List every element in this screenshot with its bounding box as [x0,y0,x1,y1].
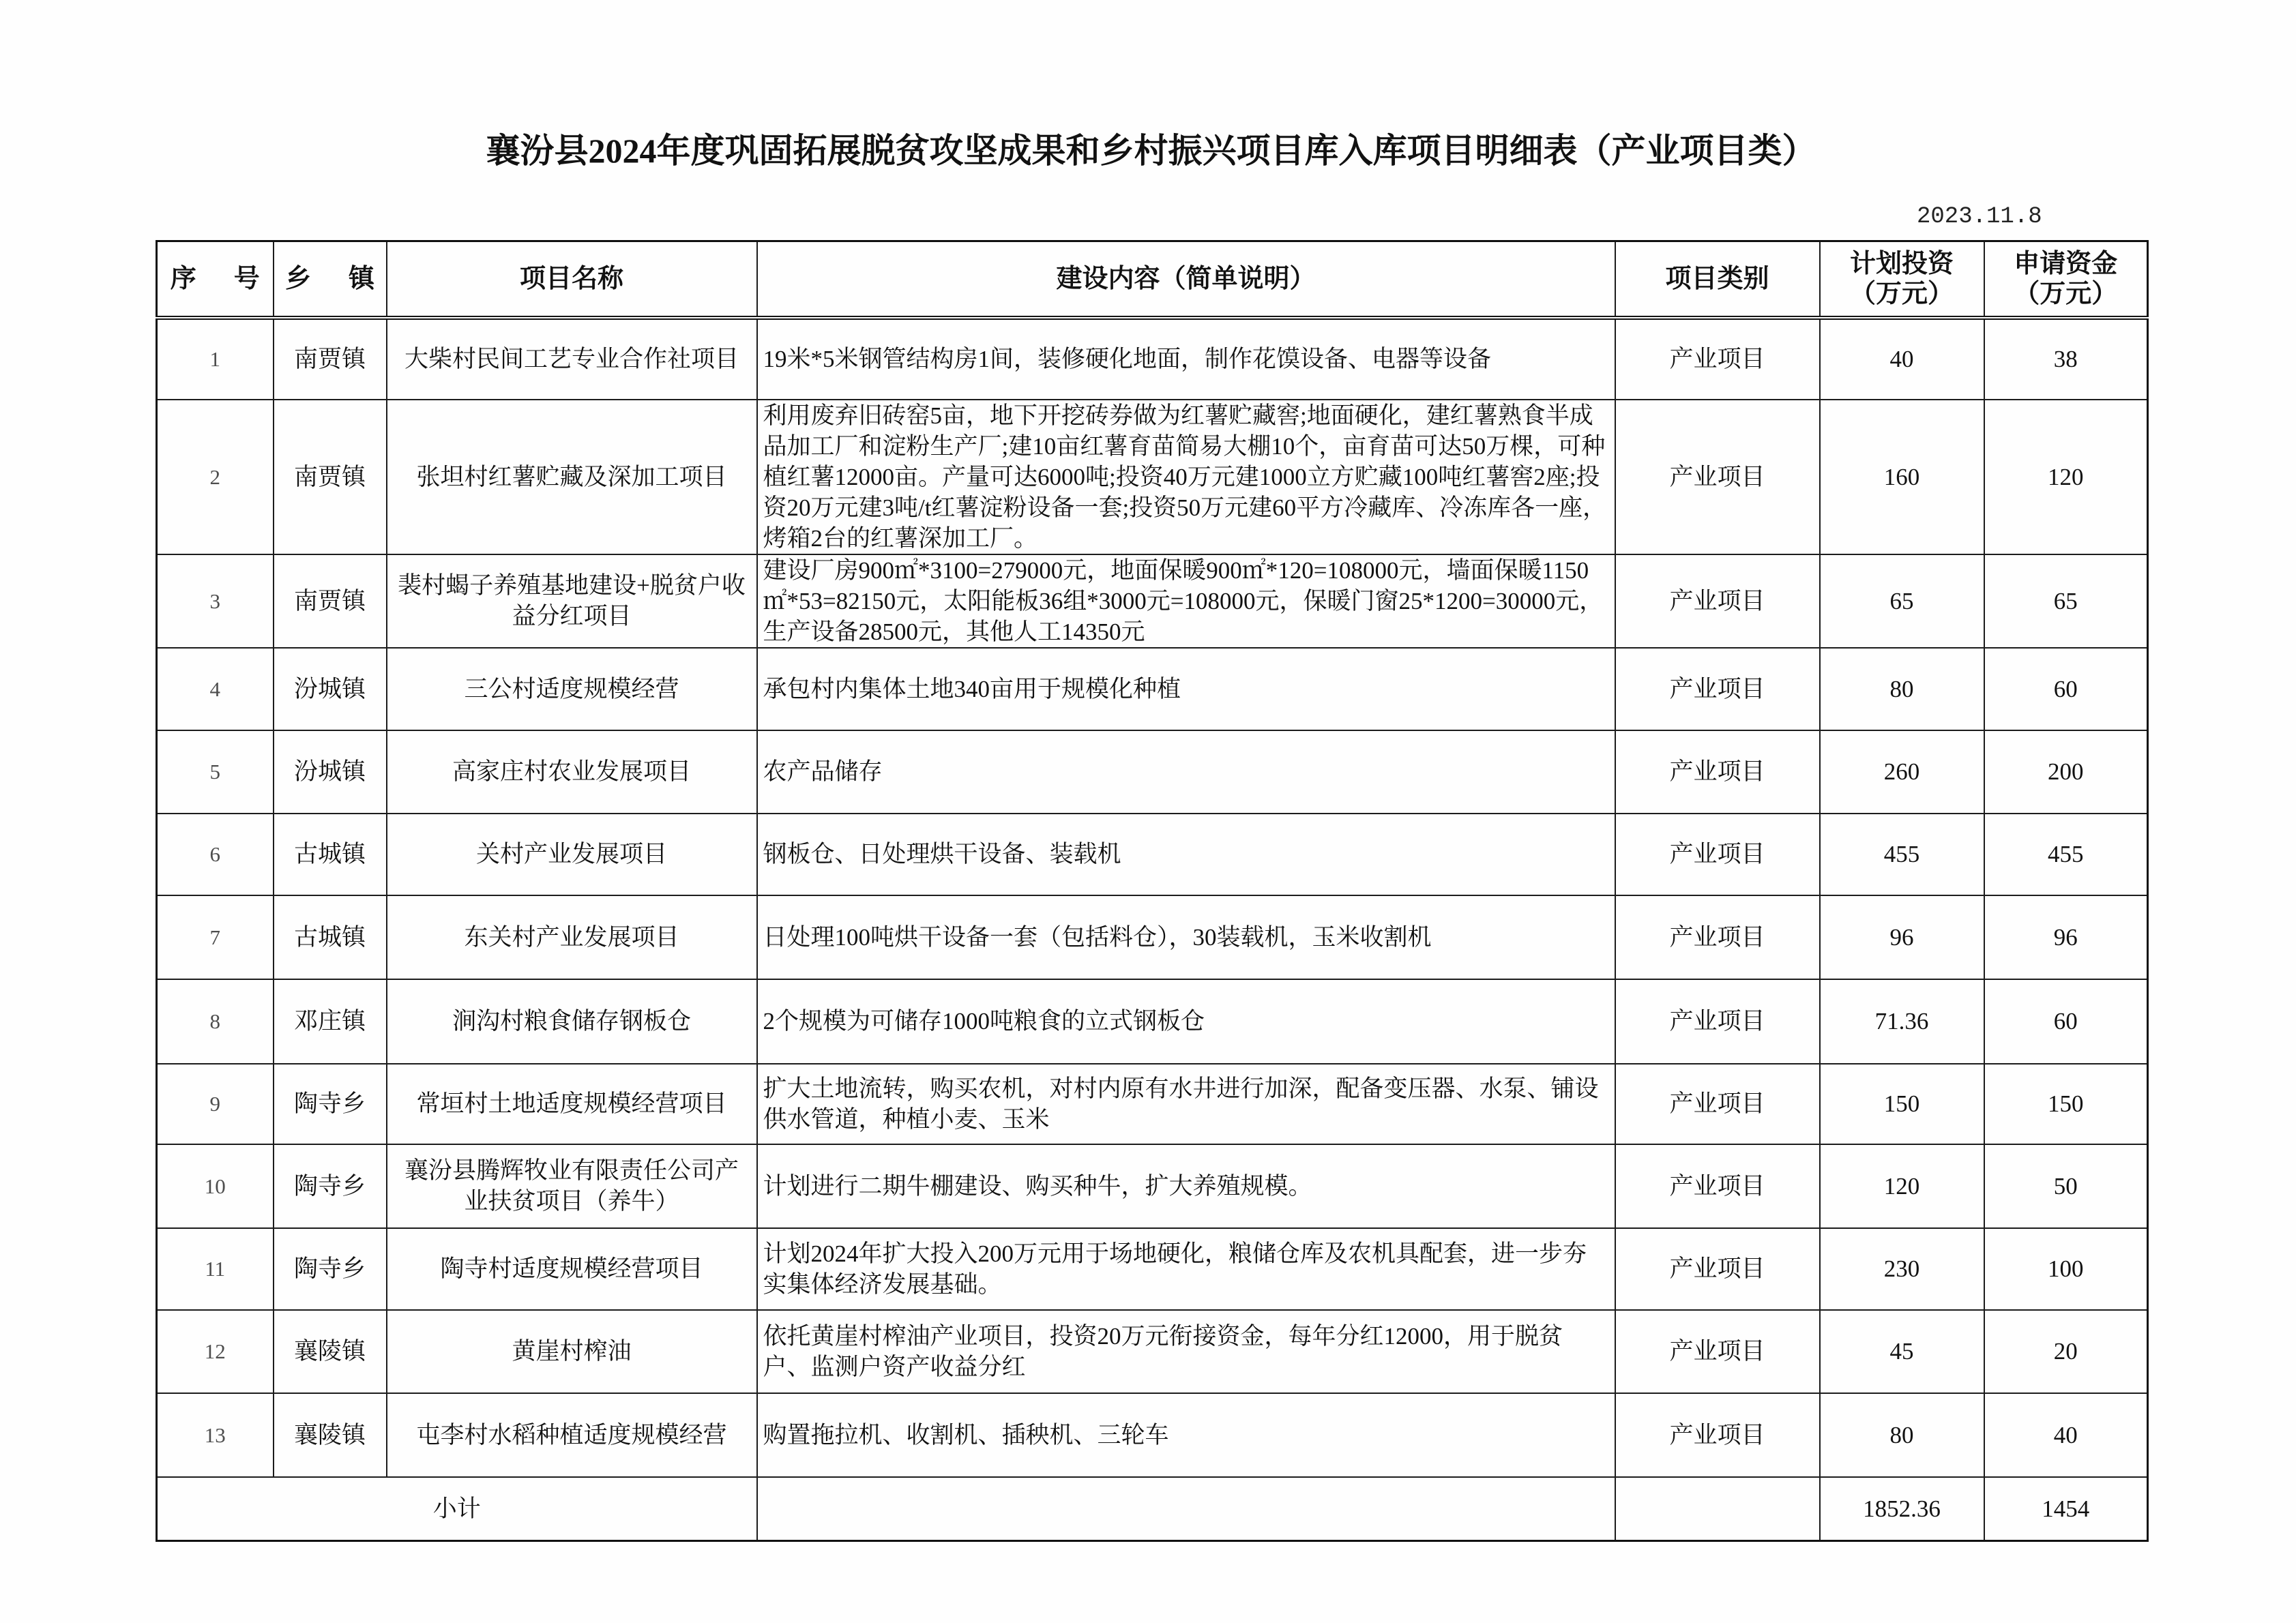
row-category: 产业项目 [1615,400,1820,554]
subtotal-planned-investment: 1852.36 [1820,1477,1984,1541]
header-township-label: 乡 镇 [284,264,375,293]
row-content: 2个规模为可储存1000吨粮食的立式钢板仓 [757,979,1615,1064]
row-category: 产业项目 [1615,979,1820,1064]
header-category: 项目类别 [1615,241,1820,318]
row-index: 2 [157,400,274,554]
table-row [157,1310,2148,1393]
header-row [157,241,2148,318]
row-project-name: 高家庄村农业发展项目 [387,730,757,814]
row-requested-funds: 100 [1984,1228,2148,1310]
row-planned-investment: 230 [1820,1228,1984,1310]
row-content: 日处理100吨烘干设备一套（包括料仓），30装载机，玉米收割机 [757,895,1615,979]
row-project-name: 张坦村红薯贮藏及深加工项目 [387,400,757,554]
row-planned-investment: 65 [1820,554,1984,648]
row-project-name: 陶寺村适度规模经营项目 [387,1228,757,1310]
subtotal-content-cell [757,1477,1615,1541]
row-township: 襄陵镇 [274,1310,387,1393]
row-project-name: 常垣村土地适度规模经营项目 [387,1064,757,1144]
row-content: 购置拖拉机、收割机、插秧机、三轮车 [757,1393,1615,1477]
row-township: 汾城镇 [274,648,387,730]
row-planned-investment: 96 [1820,895,1984,979]
row-content: 承包村内集体土地340亩用于规模化种植 [757,648,1615,730]
row-requested-funds: 200 [1984,730,2148,814]
table-row [157,814,2148,895]
row-index: 8 [157,979,274,1064]
header-township [274,241,387,318]
row-planned-investment: 260 [1820,730,1984,814]
row-requested-funds: 20 [1984,1310,2148,1393]
subtotal-label: 小计 [157,1477,757,1541]
row-index: 6 [157,814,274,895]
row-index: 10 [157,1144,274,1228]
table-row [157,648,2148,730]
row-content: 依托黄崖村榨油产业项目，投资20万元衔接资金，每年分红12000，用于脱贫户、监测户资产收益分红 [757,1310,1615,1393]
row-content: 利用废弃旧砖窑5亩，地下开挖砖券做为红薯贮藏窖;地面硬化，建红薯熟食半成品加工厂和淀粉生产厂;建10亩红薯育苗简易大棚10个，亩育苗可达50万棵，可种植红薯12000亩。产量可达6000吨;投资40万元建1000立方贮藏100吨红薯窖2座;投资20万元建3吨/t红薯淀粉设备一套;投资50万元建60平方冷藏库、冷冻库各一座，烤箱2台的红薯深加工厂。 [757,400,1615,554]
row-category: 产业项目 [1615,1393,1820,1477]
document-date: 2023.11.8 [1917,204,2042,230]
row-content: 钢板仓、日处理烘干设备、装载机 [757,814,1615,895]
row-planned-investment: 80 [1820,1393,1984,1477]
table-row [157,1393,2148,1477]
row-index: 9 [157,1064,274,1144]
row-project-name: 裴村蝎子养殖基地建设+脱贫户收益分红项目 [387,554,757,648]
row-planned-investment: 40 [1820,318,1984,400]
row-township: 古城镇 [274,814,387,895]
row-content: 计划进行二期牛棚建设、购买种牛，扩大养殖规模。 [757,1144,1615,1228]
row-planned-investment: 455 [1820,814,1984,895]
row-project-name: 关村产业发展项目 [387,814,757,895]
row-index: 4 [157,648,274,730]
row-index: 1 [157,318,274,400]
header-project-name: 项目名称 [387,241,757,318]
row-index: 11 [157,1228,274,1310]
header-index-label: 序 号 [170,264,260,293]
table-row [157,730,2148,814]
subtotal-category-cell [1615,1477,1820,1541]
project-table [156,240,2149,1542]
row-township: 南贾镇 [274,554,387,648]
row-township: 南贾镇 [274,400,387,554]
row-project-name: 涧沟村粮食储存钢板仓 [387,979,757,1064]
row-content: 计划2024年扩大投入200万元用于场地硬化，粮储仓库及农机具配套，进一步夯实集体经济发展基础。 [757,1228,1615,1310]
row-requested-funds: 96 [1984,895,2148,979]
header-planned-investment [1820,241,1984,318]
table-row [157,554,2148,648]
row-project-name: 襄汾县腾辉牧业有限责任公司产业扶贫项目（养牛） [387,1144,757,1228]
row-category: 产业项目 [1615,648,1820,730]
row-index: 12 [157,1310,274,1393]
row-index: 7 [157,895,274,979]
table-row [157,1144,2148,1228]
row-category: 产业项目 [1615,554,1820,648]
row-township: 陶寺乡 [274,1144,387,1228]
table-row [157,318,2148,400]
document-title: 襄汾县2024年度巩固拓展脱贫攻坚成果和乡村振兴项目库入库项目明细表（产业项目类） [486,132,1816,170]
row-township: 古城镇 [274,895,387,979]
row-planned-investment: 120 [1820,1144,1984,1228]
row-category: 产业项目 [1615,1310,1820,1393]
table-body [157,318,2148,1541]
row-project-name: 大柴村民间工艺专业合作社项目 [387,318,757,400]
row-project-name: 三公村适度规模经营 [387,648,757,730]
row-planned-investment: 71.36 [1820,979,1984,1064]
row-category: 产业项目 [1615,1144,1820,1228]
row-requested-funds: 65 [1984,554,2148,648]
row-category: 产业项目 [1615,814,1820,895]
row-content: 建设厂房900㎡*3100=279000元，地面保暖900㎡*120=108000元，墙面保暖1150㎡*53=82150元，太阳能板36组*3000元=108000元，保暖门窗25*1200=30000元，生产设备28500元，其他人工14350元 [757,554,1615,648]
row-index: 13 [157,1393,274,1477]
row-township: 汾城镇 [274,730,387,814]
table-row [157,400,2148,554]
row-project-name: 东关村产业发展项目 [387,895,757,979]
header-requested-funds-line1: 申请资金 [2014,249,2118,278]
row-content: 扩大土地流转，购买农机，对村内原有水井进行加深，配备变压器、水泵、铺设供水管道，种植小麦、玉米 [757,1064,1615,1144]
row-requested-funds: 40 [1984,1393,2148,1477]
row-category: 产业项目 [1615,1064,1820,1144]
row-township: 陶寺乡 [274,1228,387,1310]
row-category: 产业项目 [1615,1228,1820,1310]
header-requested-funds [1984,241,2148,318]
row-planned-investment: 45 [1820,1310,1984,1393]
row-requested-funds: 38 [1984,318,2148,400]
row-content: 农产品储存 [757,730,1615,814]
row-requested-funds: 60 [1984,979,2148,1064]
row-requested-funds: 120 [1984,400,2148,554]
table-row [157,895,2148,979]
row-requested-funds: 50 [1984,1144,2148,1228]
row-requested-funds: 455 [1984,814,2148,895]
subtotal-row [157,1477,2148,1541]
table-row [157,979,2148,1064]
header-index [157,241,274,318]
row-township: 陶寺乡 [274,1064,387,1144]
table-header [157,241,2148,318]
header-content: 建设内容（简单说明） [757,241,1615,318]
row-planned-investment: 160 [1820,400,1984,554]
row-category: 产业项目 [1615,730,1820,814]
table-row [157,1064,2148,1144]
row-category: 产业项目 [1615,318,1820,400]
table-row [157,1228,2148,1310]
header-planned-investment-unit: （万元） [1849,279,1954,308]
row-township: 南贾镇 [274,318,387,400]
row-content: 19米*5米钢管结构房1间，装修硬化地面，制作花馍设备、电器等设备 [757,318,1615,400]
header-requested-funds-unit: （万元） [2014,279,2118,308]
header-planned-investment-line1: 计划投资 [1849,249,1954,278]
row-project-name: 黄崖村榨油 [387,1310,757,1393]
row-planned-investment: 150 [1820,1064,1984,1144]
row-township: 襄陵镇 [274,1393,387,1477]
row-index: 5 [157,730,274,814]
row-township: 邓庄镇 [274,979,387,1064]
row-project-name: 屯李村水稻种植适度规模经营 [387,1393,757,1477]
row-requested-funds: 60 [1984,648,2148,730]
row-category: 产业项目 [1615,895,1820,979]
row-requested-funds: 150 [1984,1064,2148,1144]
subtotal-requested-funds: 1454 [1984,1477,2148,1541]
row-planned-investment: 80 [1820,648,1984,730]
row-index: 3 [157,554,274,648]
